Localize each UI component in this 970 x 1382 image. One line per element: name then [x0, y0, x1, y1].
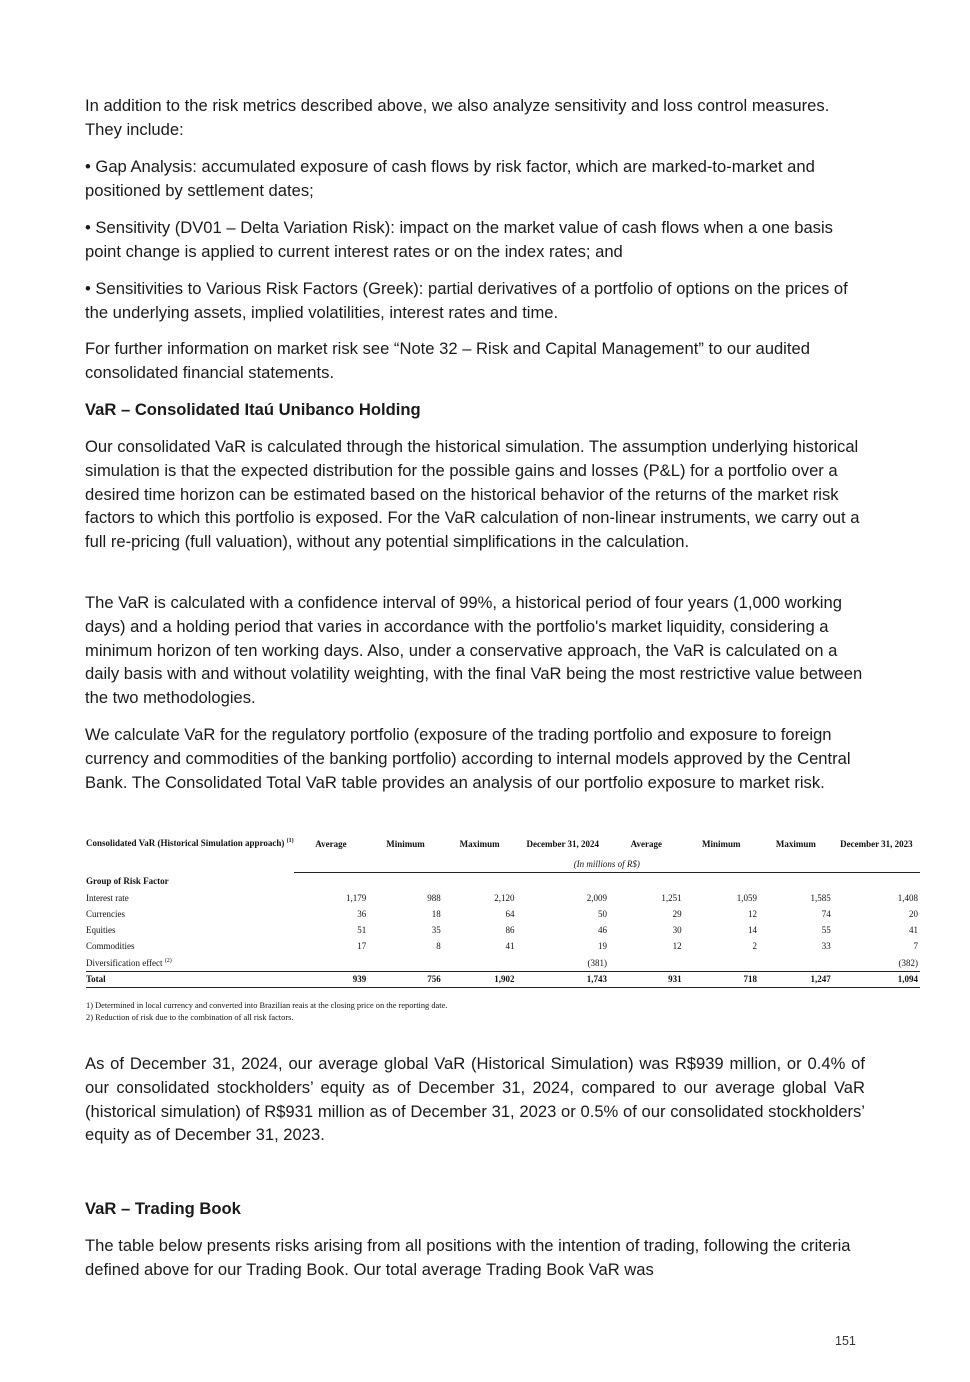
cell: [443, 955, 517, 972]
footnote: 1) Determined in local currency and converted into Brazilian reais at the closing price on the reporting date.: [86, 1001, 448, 1010]
cell: 7: [913, 941, 918, 952]
consolidated-var-table: [86, 832, 920, 988]
column-header: Maximum: [775, 839, 816, 850]
row-label: Commodities: [86, 941, 135, 952]
cell: 18: [431, 908, 441, 919]
cell: 1,585: [810, 892, 831, 903]
unit-row: [86, 856, 920, 872]
table-footnotes: [86, 1000, 447, 1024]
row-label: Currencies: [86, 908, 125, 919]
cell: 756: [368, 971, 443, 987]
cell: 19: [598, 941, 607, 952]
column-header: December 31, 2023: [840, 839, 913, 850]
cell: 988: [427, 892, 441, 903]
cell: 74: [821, 908, 831, 919]
cell: 35: [431, 925, 441, 936]
total-row: [86, 971, 920, 987]
cell: 2,009: [586, 892, 607, 903]
cell: 12: [747, 908, 757, 919]
row-label: Equities: [86, 925, 116, 936]
historical-simulation-paragraph: Our consolidated VaR is calculated through the historical simulation. The assumption underlying historical simulation is that the expected distribution for the possible gains and losses (P&L) for a portfolio over a desired time horizon can be estimated based on the historical behavior of the returns of the market risk factors to which this portfolio is exposed. For the VaR calculation of non-linear instruments, we carry out a full re-pricing (full valuation), without any potential simplifications in the calculation.: [85, 437, 860, 552]
cell: [759, 955, 833, 972]
row-label: Diversification effect $^{(2)}$: [86, 957, 172, 968]
cell: 30: [672, 925, 682, 936]
confidence-interval-paragraph: The VaR is calculated with a confidence interval of 99%, a historical period of four years (1,000 working days) and a holding period that varies in accordance with the portfolio's market liquidity, considering a minimum horizon of ten working days. Also, under a conservative approach, the VaR is calculated on a daily basis with and without volatility weighting, with the final VaR being the most restrictive value between the two methodologies.: [85, 593, 863, 708]
cell: 55: [821, 925, 831, 936]
cell: 86: [505, 925, 515, 936]
bullet-sensitivity: • Sensitivity (DV01 – Delta Variation Risk): impact on the market value of cash flows when a one basis point change is applied to current interest rates or on the index rates; and: [85, 218, 833, 261]
cell: 64: [505, 908, 515, 919]
cell: 14: [747, 925, 757, 936]
cell: 1,251: [661, 892, 682, 903]
cell: [294, 955, 369, 972]
cell: 17: [357, 941, 367, 952]
regulatory-portfolio-paragraph: We calculate VaR for the regulatory portfolio (exposure of the trading portfolio and exposure to foreign currency and commodities of the banking portfolio) according to internal models approved by the Central Bank. The Consolidated Total VaR table provides an analysis of our portfolio exposure to market risk.: [85, 725, 851, 792]
cell: 41: [505, 941, 515, 952]
cell: 1,094: [833, 971, 920, 987]
cell: 20: [909, 908, 918, 919]
table-row: [86, 906, 920, 922]
table-header-row: [86, 832, 920, 856]
cell: (381): [587, 957, 607, 968]
global-var-paragraph: As of December 31, 2024, our average global VaR (Historical Simulation) was R$939 million, or 0.4% of our consolidated stockholders’ equity as of December 31, 2024, compared to our average global VaR (historical simulation) of R$931 million as of December 31, 2023 or 0.5% of our consolidated stockholders’ equity as of December 31, 2023.: [85, 1054, 865, 1145]
cell: 33: [821, 941, 831, 952]
cell: 12: [672, 941, 682, 952]
cell: [684, 955, 759, 972]
cell: 41: [909, 925, 918, 936]
column-header: Average: [315, 839, 347, 850]
group-row: [86, 873, 920, 890]
table-corner-label: Consolidated VaR (Historical Simulation approach) $^{(1)}$: [86, 837, 294, 848]
cell: 1,902: [443, 971, 517, 987]
cell: 2: [752, 941, 757, 952]
column-header: December 31, 2024: [526, 839, 600, 850]
table-row: [86, 889, 920, 905]
section-heading-consolidated: VaR – Consolidated Itaú Unibanco Holding: [85, 400, 421, 419]
cell: 8: [436, 941, 441, 952]
group-label: Group of Risk Factor: [86, 875, 169, 886]
table-row: [86, 955, 920, 972]
cell: 939: [294, 971, 369, 987]
cell: 1,179: [345, 892, 367, 903]
further-info-paragraph: For further information on market risk see “Note 32 – Risk and Capital Management” to our audited consolidated financial statements.: [85, 339, 810, 382]
intro-paragraph: In addition to the risk metrics described above, we also analyze sensitivity and loss control measures. They include:: [85, 96, 830, 139]
cell: 2,120: [494, 892, 515, 903]
cell: 1,408: [897, 892, 918, 903]
table-row: [86, 922, 920, 938]
cell: 50: [598, 908, 607, 919]
cell: 931: [609, 971, 684, 987]
cell: [609, 955, 684, 972]
unit-label: (In millions of R$): [294, 856, 920, 872]
footnote: 2) Reduction of risk due to the combination of all risk factors.: [86, 1013, 294, 1022]
column-header: Average: [630, 839, 662, 850]
cell: [368, 955, 443, 972]
cell: (382): [898, 957, 918, 968]
cell: 1,059: [736, 892, 757, 903]
row-label: Total: [86, 971, 294, 987]
row-label: Interest rate: [86, 892, 129, 903]
cell: 36: [357, 908, 367, 919]
bullet-greeks: • Sensitivities to Various Risk Factors (Greek): partial derivatives of a portfolio of options on the prices of the underlying assets, implied volatilities, interest rates and time.: [85, 279, 848, 322]
cell: 46: [598, 925, 607, 936]
cell: 1,743: [517, 971, 610, 987]
column-header: Minimum: [702, 839, 741, 850]
cell: 1,247: [759, 971, 833, 987]
trading-book-paragraph: The table below presents risks arising from all positions with the intention of trading, following the criteria defined above for our Trading Book. Our total average Trading Book VaR was: [85, 1236, 851, 1279]
column-header: Maximum: [459, 839, 500, 850]
cell: 29: [672, 908, 682, 919]
section-heading-trading-book: VaR – Trading Book: [85, 1199, 241, 1218]
cell: 51: [357, 925, 367, 936]
table-row: [86, 938, 920, 954]
cell: 718: [684, 971, 759, 987]
page-number: 151: [835, 1334, 856, 1348]
column-header: Minimum: [386, 839, 425, 850]
bullet-gap-analysis: • Gap Analysis: accumulated exposure of cash flows by risk factor, which are marked-to-market and positioned by settlement dates;: [85, 157, 815, 200]
